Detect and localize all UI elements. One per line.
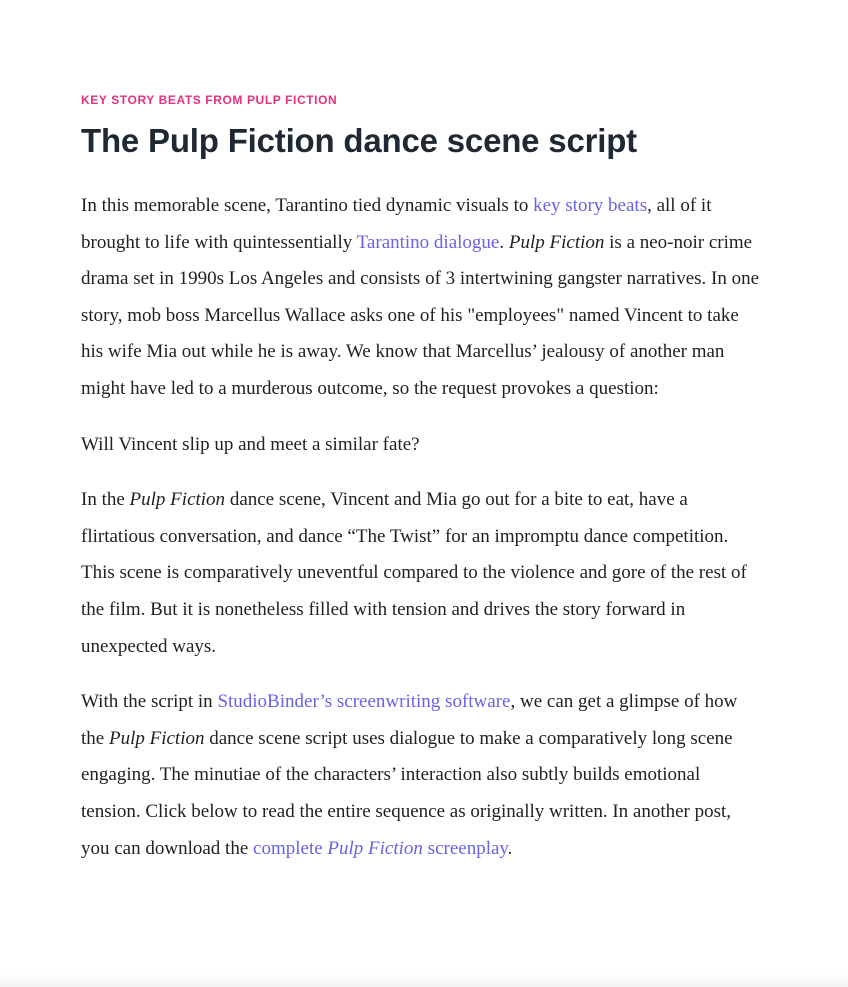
complete-screenplay-link[interactable] <box>253 838 508 859</box>
text-span: With the script in <box>81 691 218 713</box>
link-text: screenplay <box>422 837 508 859</box>
film-title-italic: Pulp Fiction <box>508 231 605 253</box>
film-title-italic: Pulp Fiction <box>129 489 226 511</box>
link-italic-title: Pulp Fiction <box>327 837 423 859</box>
text-span: . <box>507 837 513 859</box>
paragraph-dance-scene <box>81 482 761 665</box>
paragraph-question: Will Vincent slip up and meet a similar fate? <box>81 433 420 455</box>
link-text: complete <box>253 837 328 859</box>
text-span: In the <box>81 489 130 511</box>
paragraph-script <box>81 684 761 867</box>
film-title-italic: Pulp Fiction <box>108 727 205 749</box>
text-span: dance scene script uses dialogue to make a comparatively long scene engaging. The minutiae of the characters’ interaction also subtly builds emotional tension. Click below to read the entire sequence as originally written. In another post, you can download the <box>81 727 733 859</box>
bottom-divider <box>0 973 848 987</box>
text-span: In this memorable scene, Tarantino tied dynamic visuals to <box>81 195 534 216</box>
screenwriting-software-link[interactable]: StudioBinder’s screenwriting software <box>217 691 511 713</box>
text-span: . <box>499 231 509 253</box>
tarantino-dialogue-link[interactable]: Tarantino dialogue <box>356 231 500 253</box>
paragraph-intro <box>81 188 761 408</box>
text-span: is a neo-noir crime drama set in 1990s Los Angeles and consists of 3 intertwining gangster narratives. In one story, mob boss Marcellus Wallace asks one of his "employees" named Vincent to take his wife Mia out while he is away. We know that Marcellus’ jealousy of another man might have led to a murderous outcome, so the request provokes a question: <box>81 231 760 399</box>
text-span: , we can get a glimpse of how the <box>81 691 738 749</box>
section-eyebrow: KEY STORY BEATS FROM PULP FICTION <box>81 93 338 107</box>
article-title: The Pulp Fiction dance scene script <box>81 122 637 159</box>
key-story-beats-link[interactable]: key story beats <box>533 195 648 216</box>
article <box>81 90 761 867</box>
text-span: , all of it brought to life with quintessentially <box>81 195 712 253</box>
article-body <box>81 188 761 867</box>
text-span: dance scene, Vincent and Mia go out for a bite to eat, have a flirtatious conversation, and dance “The Twist” for an impromptu dance competition. This scene is comparatively uneventful compared to the violence and gore of the rest of the film. But it is nonetheless filled with tension and drives the story forward in unexpected ways. <box>81 489 747 657</box>
